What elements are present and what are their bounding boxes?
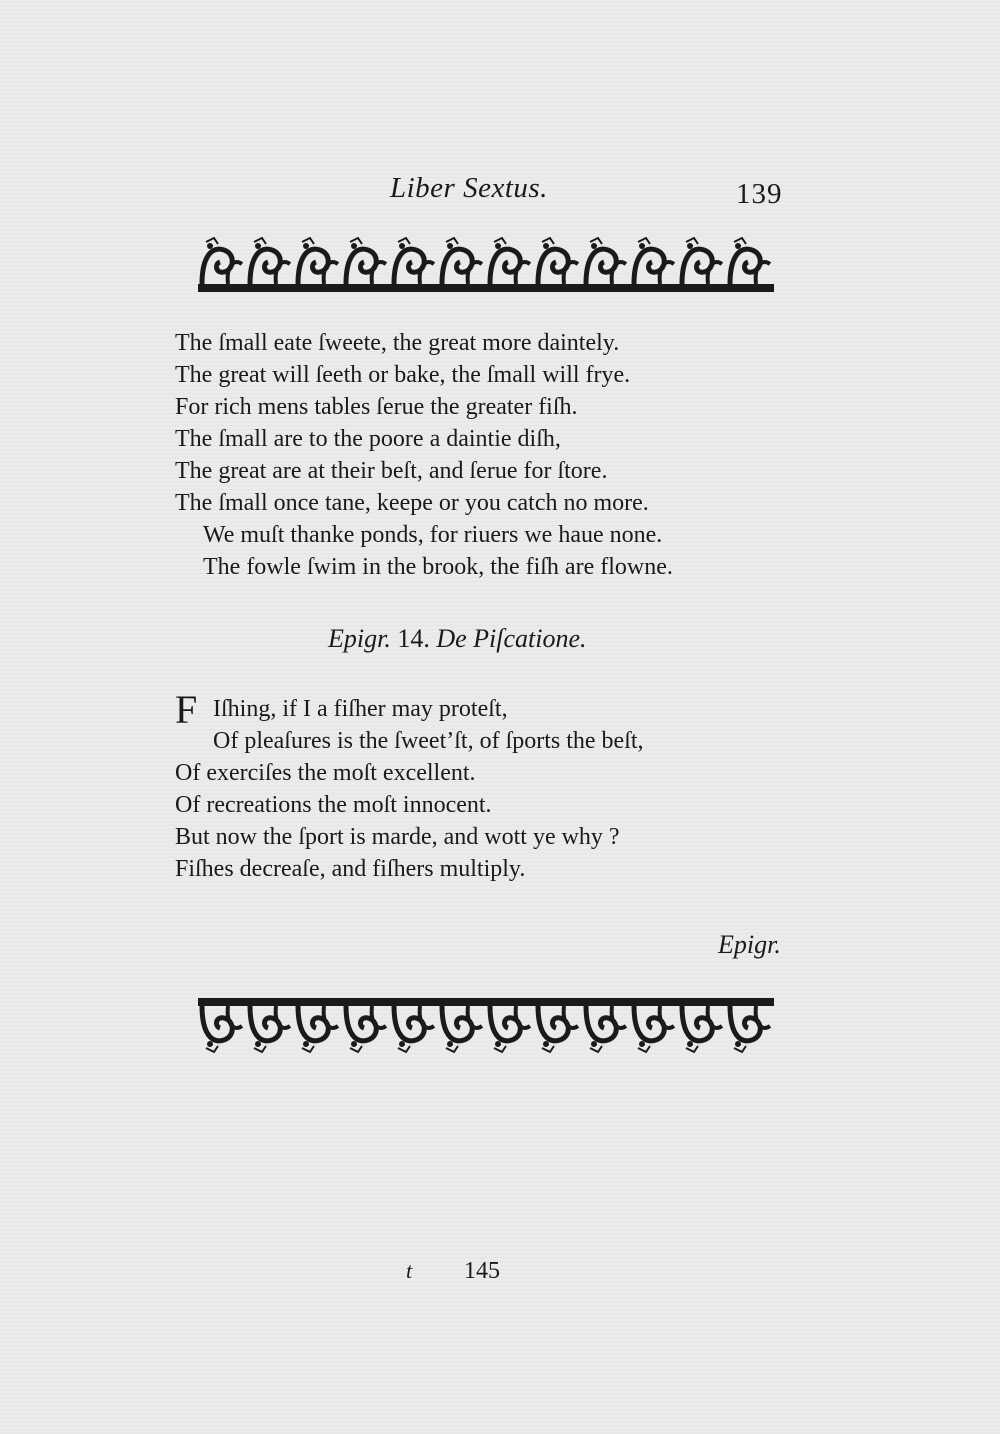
verse-line: We muſt thanke ponds, for riuers we haue none. xyxy=(203,522,663,548)
epigram-label: Epigr. xyxy=(328,624,391,653)
verse-line: Fiſhes decreaſe, and fiſhers multiply. xyxy=(175,856,526,882)
stanza-two xyxy=(175,693,644,885)
verse-line: The ſmall are to the poore a daintie diſh, xyxy=(175,426,561,452)
catchword: Epigr. xyxy=(718,930,781,959)
verse-line: The fowle ſwim in the brook, the fiſh are flowne. xyxy=(203,554,673,580)
verse-line: The great will ſeeth or bake, the ſmall will frye. xyxy=(175,362,631,388)
page-number: 139 xyxy=(736,178,783,210)
verse-line: But now the ſport is marde, and wott ye why ? xyxy=(175,824,620,850)
stanza-one xyxy=(175,327,673,583)
footer-number: 145 xyxy=(464,1258,500,1284)
verse-line: Of pleaſures is the ſweet’ſt, of ſports the beſt, xyxy=(213,728,644,754)
verse-line: The great are at their beſt, and ſerue for ſtore. xyxy=(175,458,608,484)
verse-line: Of recreations the moſt innocent. xyxy=(175,792,492,818)
verse-line: Iſhing, if I a fiſher may proteſt, xyxy=(213,696,508,722)
drop-cap: F xyxy=(175,687,198,732)
verse-line: The ſmall eate ſweete, the great more daintely. xyxy=(175,330,620,356)
signature-mark: t xyxy=(406,1258,413,1283)
epigram-number: 14. xyxy=(397,624,430,653)
epigram-heading xyxy=(328,624,587,654)
ornament-bottom-svg xyxy=(198,994,774,1054)
running-head-title: Liber Sextus. xyxy=(390,172,548,204)
ornament-band-bottom xyxy=(198,994,774,1054)
verse-line: The ſmall once tane, keepe or you catch no more. xyxy=(175,490,649,516)
verse-line: For rich mens tables ſerue the greater fiſh. xyxy=(175,394,578,420)
verse-line: Of exerciſes the moſt excellent. xyxy=(175,760,476,786)
epigram-title: De Piſcatione. xyxy=(436,624,587,653)
ornament-band-top xyxy=(198,236,774,296)
ornament-top-svg xyxy=(198,236,774,296)
